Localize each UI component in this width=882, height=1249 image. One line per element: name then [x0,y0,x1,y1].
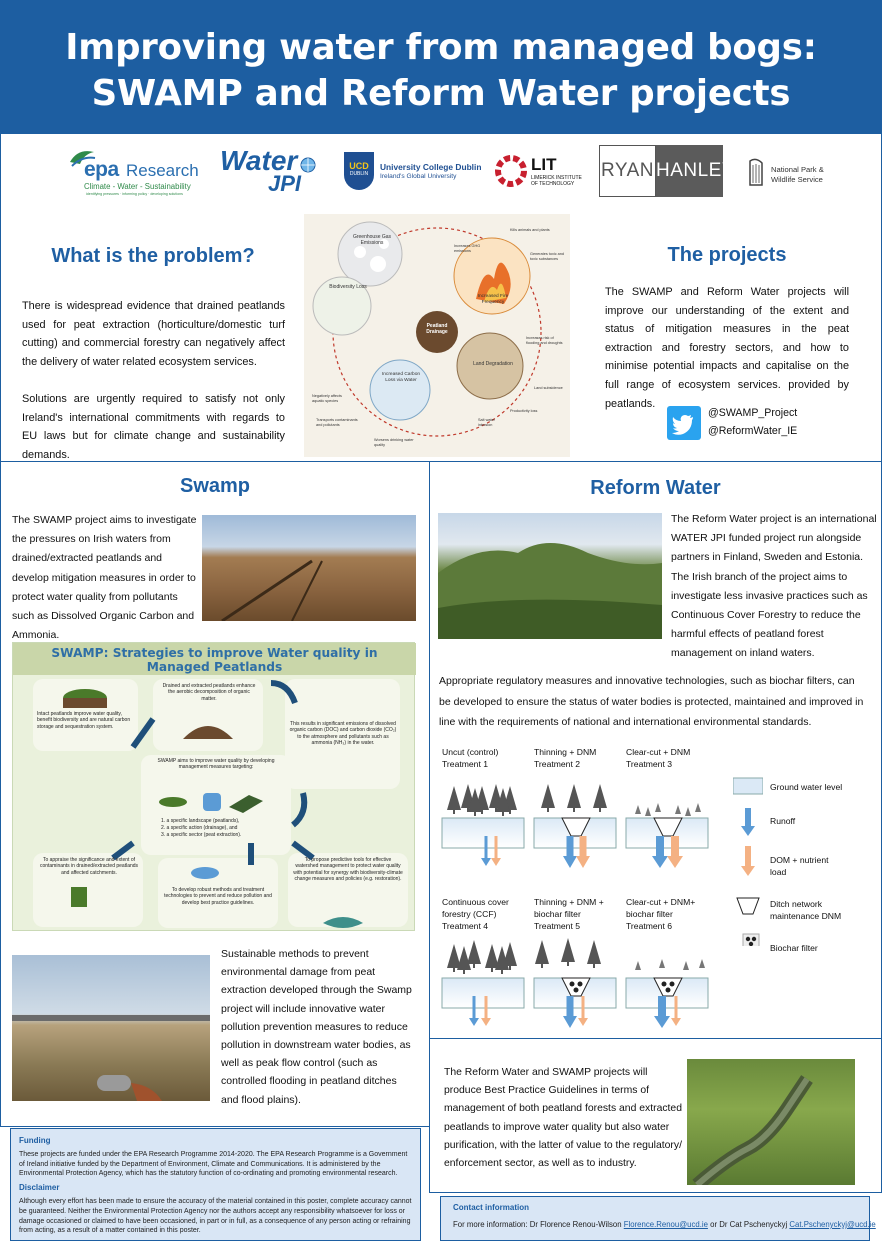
problem-paragraph-2: Solutions are urgently required to satisfy not only Ireland's international commitments with regards to EU laws but for climate change and sustainability demands. [22,393,285,461]
ryan-word: RYAN [600,160,655,181]
treatment-4-label: Continuous cover forestry (CCF) Treatment 4 [442,897,509,931]
guidelines-paragraph: The Reform Water and SWAMP projects will produce Best Practice Guidelines in terms of management of both peatland forests and extracted peatlands to improve water quality but also water purification, with the latter of value to the regulatory/ enforcement sector, as well as to industry. [444,1067,682,1170]
treatment-3-label: Clear-cut + DNM Treatment 3 [626,747,691,769]
twitter-handle-swamp[interactable]: @SWAMP_Project [708,407,798,419]
sat-negative: Negatively affects aquatic species [312,394,342,403]
funding-panel [10,1128,421,1241]
strategies-title1: SWAMP: Strategies to improve Water quality in [51,646,378,660]
node-carbon: Increased Carbon Loss via Water [381,372,421,383]
strategies-drained: Drained and extracted peatlands enhance the aerobic decomposition of organic matter. [162,683,256,702]
contact-text: For more information: Dr Florence Renou-Wilson Florence.Renou@ucd.ie or Dr Cat Pschenyckyj Cat.Pschenyckyj@ucd.ie [453,1220,876,1229]
ucd-logo [344,152,482,194]
epa-subtagline: identifying pressures · informing policy · developing solutions [86,192,183,196]
ucd-crest-text: UCD [349,161,369,171]
poster-header [0,0,882,133]
treatment-1-label: Uncut (control) Treatment 1 [442,747,499,769]
peat-drain-lines [202,515,416,621]
stream-graphic [687,1059,855,1185]
treatment-6-label: Clear-cut + DNM+ biochar filter Treatment 6 [626,897,696,931]
hanley-word: HANLEY [656,160,736,181]
node-hub: Peatland Drainage [426,323,448,335]
strategies-target-2: 2. a specific action (drainage), and [161,825,238,831]
epa-research-word: Research [126,161,199,180]
waterjpi-word2: JPI [268,171,302,196]
swamp-intro: The SWAMP project aims to investigate the pressures on Irish waters from drained/extracted peatlands and develop mitigation measures in order to protect water quality from pollutants such as Dissolved Organic Carbon and Ammonia. [12,514,197,642]
node-fire: Increased Fire Frequency [477,294,509,305]
strategies-develop: To develop robust methods and treatment technologies to prevent and reduce pollution and develop best practice guidelines. [164,887,272,906]
disclaimer-text: Although every effort has been made to ensure the accuracy of the material contained in this poster, complete accuracy cannot be guaranteed. Neither the Environmental Protection Agency nor the authors accept any responsibility whatsoever for loss or damage occasioned or claimed to have been occasioned, in part or in full, as a consequence of any person acting or refraining from acting, as a result of a matter contained in this poster. [19,1197,412,1235]
problem-paragraph-1: There is widespread evidence that drained peatlands used for peat extraction (horticulture/domestic turf cutting) and commercial forestry can negatively affect the delivery of water related ecosystem services. [22,300,285,368]
reform-heading: Reform Water [590,477,721,499]
lit-sub2: OF TECHNOLOGY [531,181,575,187]
disclaimer-heading: Disclaimer [19,1183,60,1193]
treatments-diagram [440,770,730,1040]
strategies-aims: SWAMP aims to improve water quality by developing management measures targeting: [157,758,275,771]
lit-sub1: LIMERICK INSTITUTE [531,175,582,181]
stream-photo [687,1059,855,1185]
ryan-box [599,145,656,197]
sat-toxic: Generates toxic and toxic substances [530,252,564,261]
npws-line2: Wildlife Service [771,175,823,184]
legend-biochar: Biochar filter [770,943,818,953]
ryan-hanley-logo [599,145,736,197]
epa-wordmark: epa [84,158,119,181]
harp-icon [746,157,766,187]
globe-icon [300,157,316,173]
contact-heading: Contact information [453,1203,529,1212]
ucd-sub: Ireland's Global University [380,173,457,180]
projects-paragraph: The SWAMP and Reform Water projects will improve our understanding of the extent and status of mitigation measures in the peat extraction and forestry sectors, and how to minimise potential impacts and capitalise on the full range of ecosystem services. provided by peatlands. [605,286,849,410]
treatment-2-label: Thinning + DNM Treatment 2 [534,747,597,769]
strategies-intact: Intact peatlands improve water quality, benefit biodiversity and are natural carbon storage and sequestration system. [37,711,131,730]
reform-intro: The Reform Water project is an international WATER JPI funded project run alongside partners in Finland, Sweden and Estonia. The Irish branch of the project aims to investigate less invasive practices such as Continuous Cover Forestry to reduce the harmful effects of peatland forest management on inland waters. [671,513,877,660]
contact-panel [440,1196,876,1241]
swamp-strategies-diagram [12,642,415,931]
strategies-target-3: 3. a specific sector (peat extraction). [161,832,242,838]
peatland-drainage-diagram [304,214,570,457]
npws-logo [746,157,846,193]
sat-transports: Transports contaminants and pollutants [316,418,358,427]
pipe-graphic [12,955,210,1101]
lit-name: LIT [531,155,557,174]
node-biodiversity: Biodiversity Loss [329,284,367,290]
ucd-crest-sub: DUBLIN [349,171,369,177]
epa-tagline: Climate - Water - Sustainability [84,182,191,191]
legend-dom: DOM + nutrient load [770,855,829,877]
strategies-propose: To propose predictive tools for effective watershed management to protect water quality with potential for synergy with biodiversity-climate change measures and policies (e.g. restoration). [293,857,403,883]
treatment-5-label: Thinning + DNM + biochar filter Treatment 5 [534,897,604,931]
waterjpi-word1: Water [220,145,298,176]
projects-heading: The projects [667,244,787,266]
swamp-heading: Swamp [179,475,251,497]
sat-productivity: Productivity loss [510,409,538,413]
water-jpi-logo [218,143,318,195]
legend-graphics [733,776,763,946]
twitter-icon[interactable] [667,406,701,440]
sat-ghg2: Increases GHG emissions [454,244,481,253]
lit-logo [495,153,585,191]
lit-emblem-icon [495,155,527,187]
poster-title: Improving water from managed bogs: SWAMP and Reform Water projects [65,27,817,114]
swamp-sustainable: Sustainable methods to prevent environmental damage from peat extraction developed through the Swamp project will include innovative water pollution prevention measures to reduce pollution in downstream water bodies, as well as peak flow control (such as controlled flooding in peatland ditches and flood plains). [221,948,412,1106]
funding-text: These projects are funded under the EPA Research Programme 2014-2020. The EPA Research Programme is a Government of Ireland initiative funded by the Department of Environment, Climate and Communications. It is administered by the Environmental Protection Agency, which has the statutory function of co-ordinating and promoting environmental research. [19,1150,408,1178]
twitter-handle-reform[interactable]: @ReformWater_IE [708,425,798,437]
npws-line1: National Park & [771,165,824,174]
drained-peatland-photo [202,515,416,621]
reform-regulatory: Appropriate regulatory measures and innovative technologies, such as biochar filters, can be developed to ensure the status of water bodies is protected, maintained and improved in line with the requirements of national and international environmental standards. [439,675,864,728]
ucd-crest-icon [344,152,374,190]
strategies-target-1: 1. a specific landscape (peatlands), [161,818,240,824]
sat-flood: Increases risk of flooding and droughts [526,336,563,345]
legend-ground-water: Ground water level [770,782,843,792]
hillside-forest-photo [438,513,662,639]
hanley-box [656,145,736,197]
hills-graphic [438,513,662,639]
sat-subsidence: Land subsidence [534,386,563,390]
node-ghg: Greenhouse Gas Emissions [352,234,392,246]
legend-runoff: Runoff [770,816,796,826]
strategies-title2: Managed Peatlands [146,660,283,674]
strategies-appraise: To appraise the significance and extent of contaminants in drained/extracted peatlands and affected catchments. [39,857,139,876]
legend-ditch: Ditch network maintenance DNM [770,899,842,921]
ucd-name: University College Dublin [380,162,482,172]
sat-salt: Salt water intrusion [478,418,495,427]
email-link-pschenyckyj[interactable]: Cat.Pschenyckyj@ucd.ie [789,1220,876,1229]
epa-research-logo [68,146,203,198]
outflow-pipe-photo [12,955,210,1101]
sat-worsens: Worsens drinking water quality [374,438,414,447]
sat-kills: Kills animals and plants [510,228,550,232]
node-land: Land Degradation [473,361,513,367]
strategies-emissions: This results in significant emissions of dissolved organic carbon (DOC) and carbon dioxide (CO₂) to the atmosphere and pollutants such as ammonia (NH₃) in the water. [289,721,397,747]
funding-heading: Funding [19,1136,51,1145]
problem-heading: What is the problem? [51,245,255,267]
email-link-renou[interactable]: Florence.Renou@ucd.ie [623,1220,708,1229]
